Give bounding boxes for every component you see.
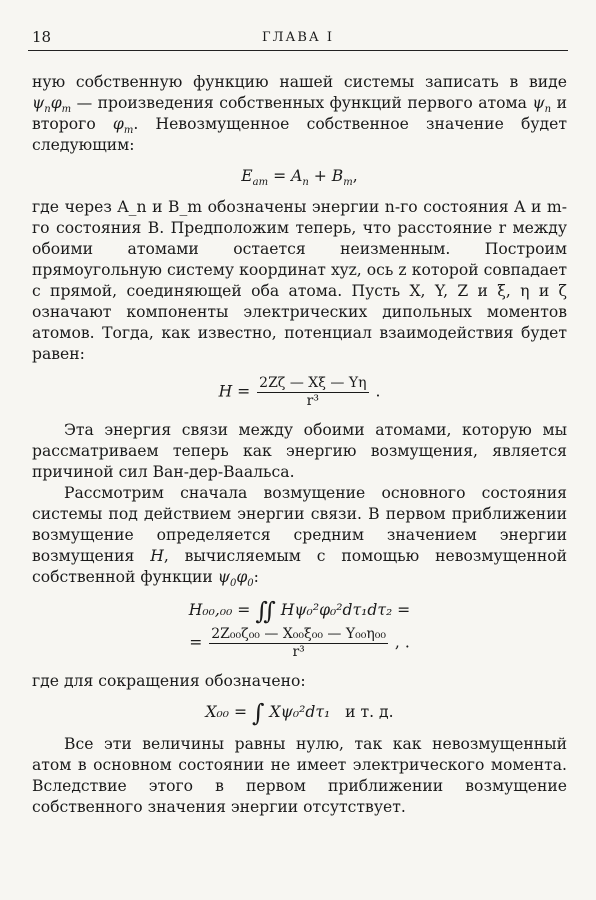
fraction-numerator: 2Z₀₀ζ₀₀ — X₀₀ξ₀₀ — Y₀₀η₀₀	[211, 626, 386, 642]
page-number: 18	[32, 28, 52, 46]
header-rule	[28, 50, 568, 51]
equation-3: H₀₀,₀₀ = ∬ Hψ₀²φ₀²dτ₁dτ₂ =	[188, 597, 411, 625]
running-title: ГЛАВА I	[262, 30, 334, 45]
fraction-numerator: 2Zζ — Xξ — Yη	[259, 375, 367, 391]
equation-2: H = $\frac{2Z\zeta — X\xi — Y\eta}{\text{r³}}$ .	[218, 375, 381, 409]
equation-1: $E_{am} = A_n + B_m$,	[241, 167, 358, 189]
page-header	[28, 24, 568, 48]
paragraph-5: где для сокращения обозначено:	[32, 672, 306, 690]
fraction	[257, 375, 368, 410]
paragraph-2: где через A_n и B_m обозначены энергии n-го состояния A и m-го состояния B. Предположим теперь, что расстояние r между обоими атомами остается неизменным. Построим прямоугольную систему координат xyz, ось z которой совпадает с прямой, соединяющей оба атома. Пусть X, Y, Z и ξ, η и ζ означают компоненты электрических дипольных моментов атомов. Тогда, как известно, потенциал взаимодействия будет равен:	[32, 198, 567, 363]
fraction-denominator: r³	[292, 644, 305, 660]
paragraph-6: Все эти величины равны нулю, так как невозмущенный атом в основном состоянии не имеет электрического момента. Вследствие этого в первом приближении возмущение собственного значения энергии отсутствует.	[32, 735, 567, 816]
equation-3-continued: = $\frac{\text{2Z₀₀ζ₀₀ — X₀₀ξ₀₀ — Y₀₀η₀₀}}{\text{r³}}$ , .	[189, 626, 410, 660]
equation-4: X₀₀ = ∫ Xψ₀²dτ₁ и т. д.	[205, 699, 394, 727]
paragraph-3: Эта энергия связи между обоими атомами, которую мы рассматриваем теперь как энергию возмущения, является причиной сил Ван-дер-Ваальса.	[32, 421, 567, 481]
page-body	[32, 72, 567, 818]
paragraph-1: ную собственную функцию нашей системы записать в виде $\psi_n\varphi_m$ — произведения собственных функций первого атома $\psi_n$ и второго $\varphi_m$. Невозмущенное собственное значение будет следующим:	[32, 73, 567, 154]
fraction	[209, 626, 388, 661]
fraction-denominator: r³	[306, 393, 319, 409]
paragraph-4: Рассмотрим сначала возмущение основного состояния системы под действием энергии связи. В первом приближении возмущение определяется средним значением энергии возмущения H, вычисляемым с помощью невозмущенной собственной функции $\psi_0\varphi_0$:	[32, 484, 567, 590]
